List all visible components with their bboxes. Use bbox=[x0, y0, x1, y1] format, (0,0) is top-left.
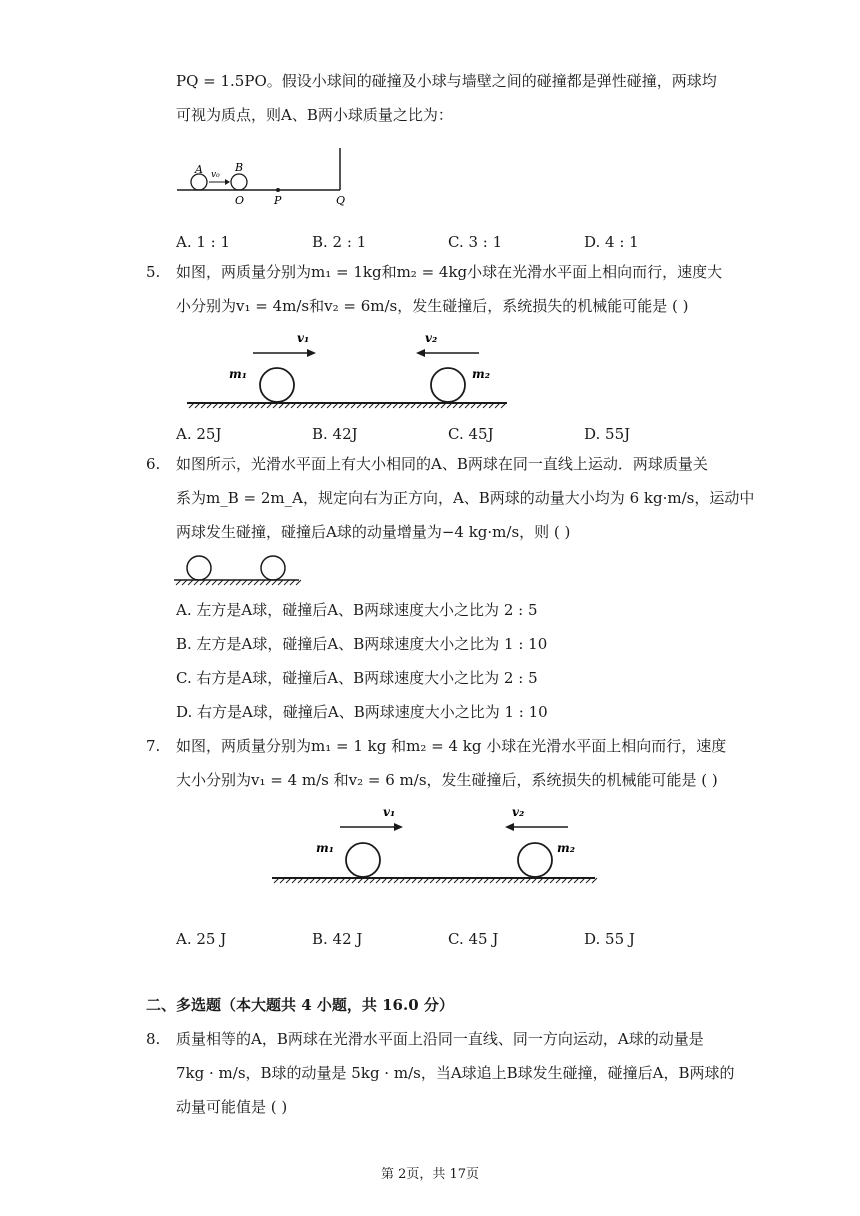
q6-option-d: D. 右方是A球，碰撞后A、B两球速度大小之比为 1 : 10 bbox=[176, 703, 548, 721]
q7-option-b: B. 42 J bbox=[312, 930, 363, 948]
q7-figure bbox=[270, 800, 600, 890]
q8-text-line1: 质量相等的A，B两球在光滑水平面上沿同一直线、同一方向运动，A球的动量是 bbox=[176, 1030, 704, 1048]
q5-ball-m2 bbox=[431, 368, 465, 402]
q4-label-p: P bbox=[274, 194, 282, 207]
q5-text-line1: 如图，两质量分别为m₁ = 1kg和m₂ = 4kg小球在光滑水平面上相向而行，速度大 bbox=[176, 263, 723, 281]
q4-figure bbox=[175, 146, 350, 210]
q4-text-line1: PQ = 1.5PO。假设小球间的碰撞及小球与墙壁之间的碰撞都是弹性碰撞，两球均 bbox=[176, 72, 717, 90]
q4-label-v0: v₀ bbox=[211, 170, 220, 180]
q4-text-line2: 可视为质点，则A、B两小球质量之比为： bbox=[176, 106, 453, 124]
q4-option-b: B. 2 : 1 bbox=[312, 233, 367, 251]
q5-label-m1: m₁ bbox=[229, 367, 247, 381]
q6-ball-left bbox=[187, 556, 211, 580]
q4-option-d: D. 4 : 1 bbox=[584, 233, 639, 251]
q6-text-line1: 如图所示，光滑水平面上有大小相同的A、B两球在同一直线上运动．两球质量关 bbox=[176, 455, 708, 473]
q7-option-d: D. 55 J bbox=[584, 930, 635, 948]
q6-number: 6. bbox=[146, 455, 161, 473]
q6-option-b: B. 左方是A球，碰撞后A、B两球速度大小之比为 1 : 10 bbox=[176, 635, 548, 653]
q4-point-p bbox=[276, 188, 280, 192]
q7-options bbox=[176, 930, 736, 950]
q5-arrowhead-v1 bbox=[307, 349, 316, 357]
q6-option-c: C. 右方是A球，碰撞后A、B两球速度大小之比为 2 : 5 bbox=[176, 669, 538, 687]
q7-option-a: A. 25 J bbox=[176, 930, 227, 948]
q4-label-o: O bbox=[235, 194, 245, 207]
q4-label-q: Q bbox=[336, 194, 346, 207]
q4-label-a: A bbox=[195, 163, 203, 176]
q8-text-line3: 动量可能值是 ( ) bbox=[176, 1098, 288, 1116]
q5-label-m2: m₂ bbox=[472, 367, 490, 381]
q7-number: 7. bbox=[146, 737, 161, 755]
q5-options bbox=[176, 425, 736, 445]
q7-label-m2: m₂ bbox=[557, 841, 575, 855]
q7-arrowhead-v1 bbox=[394, 823, 403, 831]
q4-ball-a bbox=[191, 174, 207, 190]
q5-option-a: A. 25J bbox=[176, 425, 222, 443]
q5-option-d: D. 55J bbox=[584, 425, 631, 443]
q5-figure bbox=[185, 328, 510, 412]
q4-options bbox=[176, 233, 736, 253]
q4-option-a: A. 1 : 1 bbox=[176, 233, 231, 251]
q4-ball-b bbox=[231, 174, 247, 190]
q6-ball-right bbox=[261, 556, 285, 580]
q5-arrowhead-v2 bbox=[416, 349, 425, 357]
q5-label-v1: v₁ bbox=[297, 331, 310, 345]
q7-label-v1: v₁ bbox=[383, 805, 396, 819]
q4-label-b: B bbox=[235, 161, 244, 174]
q4-velocity-arrowhead bbox=[225, 179, 230, 185]
q8-text-line2: 7kg · m/s，B球的动量是 5kg · m/s，当A球追上B球发生碰撞，碰撞后A，B两球的 bbox=[176, 1064, 735, 1082]
q7-option-c: C. 45 J bbox=[448, 930, 499, 948]
q7-text-line1: 如图，两质量分别为m₁ = 1 kg 和m₂ = 4 kg 小球在光滑水平面上相向而行，速度 bbox=[176, 737, 727, 755]
q7-arrowhead-v2 bbox=[505, 823, 514, 831]
q5-option-c: C. 45J bbox=[448, 425, 494, 443]
q6-text-line3: 两球发生碰撞，碰撞后A球的动量增量为−4 kg·m/s，则 ( ) bbox=[176, 523, 571, 541]
q6-text-line2: 系为m_B = 2m_A，规定向右为正方向，A、B两球的动量大小均为 6 kg·m/s，运动中 bbox=[176, 489, 755, 507]
q5-label-v2: v₂ bbox=[425, 331, 438, 345]
q7-ball-m2 bbox=[518, 843, 552, 877]
section-title-multiple-choice: 二、多选题（本大题共 4 小题，共 16.0 分） bbox=[146, 996, 454, 1014]
q5-text-line2: 小分别为v₁ = 4m/s和v₂ = 6m/s，发生碰撞后，系统损失的机械能可能是 ( ) bbox=[176, 297, 689, 315]
q5-option-b: B. 42J bbox=[312, 425, 358, 443]
q5-number: 5. bbox=[146, 263, 161, 281]
q7-label-v2: v₂ bbox=[512, 805, 525, 819]
q5-ball-m1 bbox=[260, 368, 294, 402]
q6-option-a: A. 左方是A球，碰撞后A、B两球速度大小之比为 2 : 5 bbox=[176, 601, 538, 619]
q4-option-c: C. 3 : 1 bbox=[448, 233, 503, 251]
page-footer: 第 2页，共 17页 bbox=[380, 1167, 480, 1182]
q7-label-m1: m₁ bbox=[316, 841, 334, 855]
q6-figure bbox=[172, 552, 304, 590]
q7-ball-m1 bbox=[346, 843, 380, 877]
q7-text-line2: 大小分别为v₁ = 4 m/s 和v₂ = 6 m/s，发生碰撞后，系统损失的机械能可能是 ( ) bbox=[176, 771, 718, 789]
q8-number: 8. bbox=[146, 1030, 161, 1048]
